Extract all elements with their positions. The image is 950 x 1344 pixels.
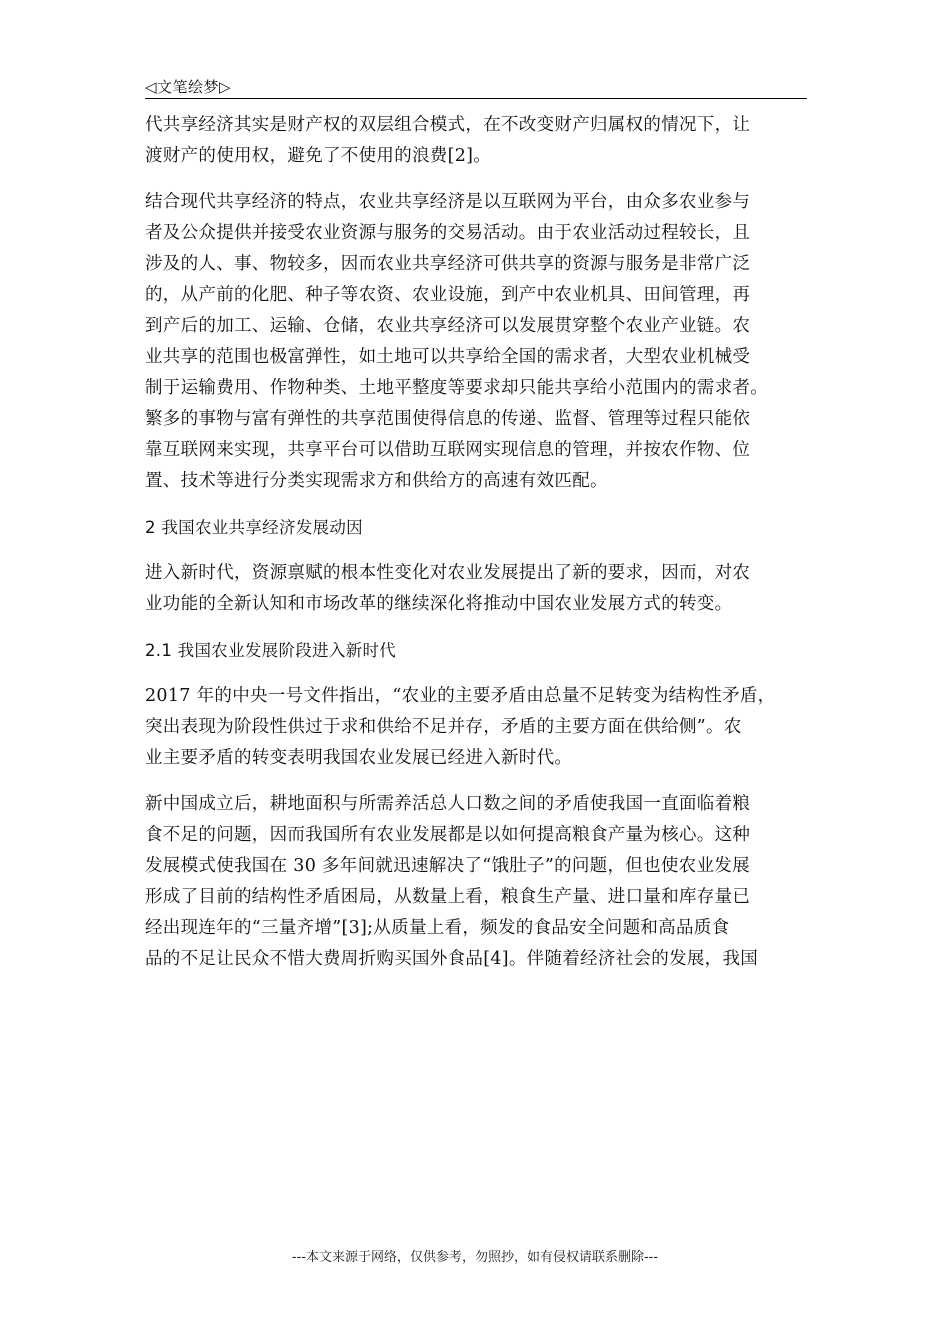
page-header — [145, 74, 807, 99]
paragraph-line: 业主要矛盾的转变表明我国农业发展已经进入新时代。 — [145, 748, 573, 768]
paragraph-line: 者及公众提供并接受农业资源与服务的交易活动。由于农业活动过程较长，且 — [145, 223, 751, 243]
document-body — [145, 110, 807, 975]
paragraph-line: 靠互联网来实现，共享平台可以借助互联网实现信息的管理，并按农作物、位 — [145, 440, 751, 460]
paragraph-line: 业功能的全新认知和市场改革的继续深化将推动中国农业发展方式的转变。 — [145, 594, 733, 614]
page-footer: ---本文来源于网络，仅供参考，勿照抄，如有侵权请联系删除--- — [291, 1250, 659, 1265]
paragraph-line: 2017 年的中央一号文件指出，“农业的主要矛盾由总量不足转变为结构性矛盾， — [145, 686, 776, 706]
paragraph-line: 结合现代共享经济的特点，农业共享经济是以互联网为平台，由众多农业参与 — [145, 192, 751, 212]
section-heading: 2 我国农业共享经济发展动因 — [145, 518, 363, 537]
paragraph-line: 经出现连年的“三量齐增”[3];从质量上看，频发的食品安全问题和高品质食 — [145, 918, 730, 938]
paragraph-line: 制于运输费用、作物种类、土地平整度等要求却只能共享给小范围内的需求者。 — [145, 378, 768, 398]
paragraph-line: 涉及的人、事、物较多，因而农业共享经济可供共享的资源与服务是非常广泛 — [145, 254, 751, 274]
paragraph-line: 的，从产前的化肥、种子等农资、农业设施，到产中农业机具、田间管理，再 — [145, 285, 751, 305]
paragraph-line: 食不足的问题，因而我国所有农业发展都是以如何提高粮食产量为核心。这种 — [145, 825, 751, 845]
paragraph-line: 繁多的事物与富有弹性的共享范围使得信息的传递、监督、管理等过程只能依 — [145, 409, 751, 429]
paragraph-line: 渡财产的使用权，避免了不使用的浪费[2]。 — [145, 146, 492, 166]
section-heading: 2.1 我国农业发展阶段进入新时代 — [145, 641, 397, 660]
paragraph-line: 业共享的范围也极富弹性，如土地可以共享给全国的需求者，大型农业机械受 — [145, 347, 751, 367]
paragraph-line: 置、技术等进行分类实现需求方和供给方的高速有效匹配。 — [145, 471, 608, 491]
paragraph-line: 新中国成立后，耕地面积与所需养活总人口数之间的矛盾使我国一直面临着粮 — [145, 794, 751, 814]
paragraph-line: 代共享经济其实是财产权的双层组合模式，在不改变财产归属权的情况下，让 — [145, 115, 751, 135]
paragraph-line: 到产后的加工、运输、仓储，农业共享经济可以发展贯穿整个农业产业链。农 — [145, 316, 751, 336]
paragraph-line: 形成了目前的结构性矛盾困局，从数量上看，粮食生产量、进口量和库存量已 — [145, 887, 751, 907]
paragraph-line: 品的不足让民众不惜大费周折购买国外食品[4]。伴随着经济社会的发展，我国 — [145, 949, 759, 969]
paragraph-line: 突出表现为阶段性供过于求和供给不足并存，矛盾的主要方面在供给侧”。农 — [145, 717, 742, 737]
header-mark: ◁文笔绘梦▷ — [145, 78, 232, 96]
paragraph-line: 进入新时代，资源禀赋的根本性变化对农业发展提出了新的要求，因而，对农 — [145, 563, 751, 583]
paragraph-line: 发展模式使我国在 30 多年间就迅速解决了“饿肚子”的问题，但也使农业发展 — [145, 856, 750, 876]
